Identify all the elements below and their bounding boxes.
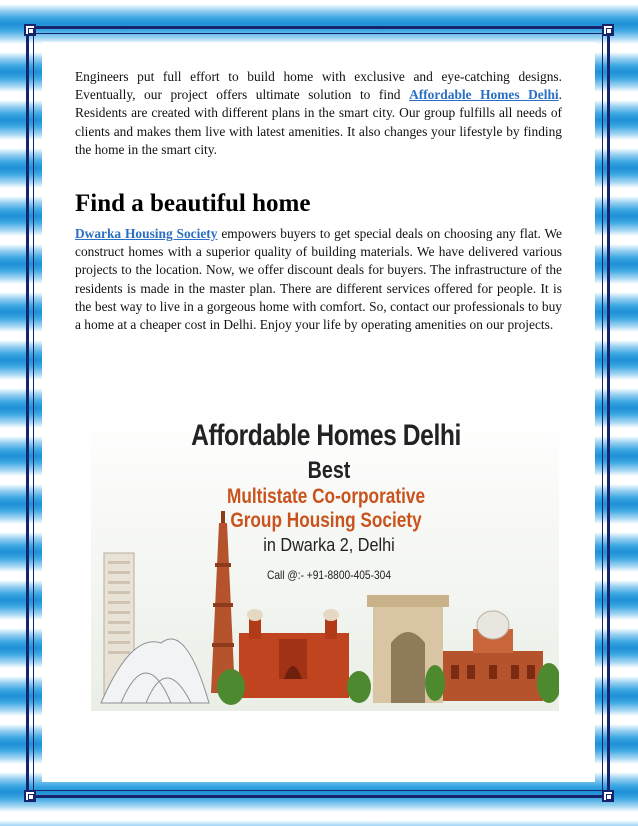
intro-text-start: Engineers put full effort to build home with exclusive and eye-catching designs. Eventually, our project offers ultimate solution to find [75, 69, 562, 103]
intro-paragraph [75, 68, 562, 159]
humayuns-tomb [443, 611, 543, 701]
banner-title: Affordable Homes Delhi [191, 419, 461, 452]
banner-line-1: Multistate Co-orporative [226, 485, 426, 508]
corner-ornament-bottom-right [602, 790, 614, 802]
affordable-homes-link[interactable]: Affordable Homes Delhi [409, 87, 559, 103]
corner-ornament-top-left [24, 24, 36, 36]
banner-best: Best [307, 457, 351, 484]
banner-phone: Call @:- +91-8800-405-304 [266, 568, 392, 582]
document-page [42, 42, 595, 782]
section-heading: Find a beautiful home [75, 190, 311, 218]
red-fort [239, 609, 349, 698]
banner-line-2: Group Housing Society [230, 509, 422, 532]
society-paragraph [75, 225, 562, 334]
corner-ornament-top-right [602, 24, 614, 36]
banner-location: in Dwarka 2, Delhi [263, 535, 395, 555]
society-text: empowers buyers to get special deals on choosing any flat. We construct homes with a superior quality of building materials. We have delivered various projects to the location. Now, we offer discount deals for buyers. The infrastructure of the residents is made in the master plan. There are different services offered for people. It is the best way to live in a gorgeous home with comfort. So, contact our professionals to buy a home at a cheaper cost in Delhi. Enjoy your life by operating amenities on our projects. [75, 226, 562, 333]
dwarka-housing-society-link[interactable]: Dwarka Housing Society [75, 226, 218, 242]
intro-text-end: . Residents are created with different plans in the smart city. Our group fulfills all needs of clients and makes them live with latest amenities. It also changes your lifestyle by finding the home in the smart city. [75, 87, 562, 157]
promo-banner-image [91, 403, 559, 711]
document-content [75, 68, 562, 334]
corner-ornament-bottom-left [24, 790, 36, 802]
